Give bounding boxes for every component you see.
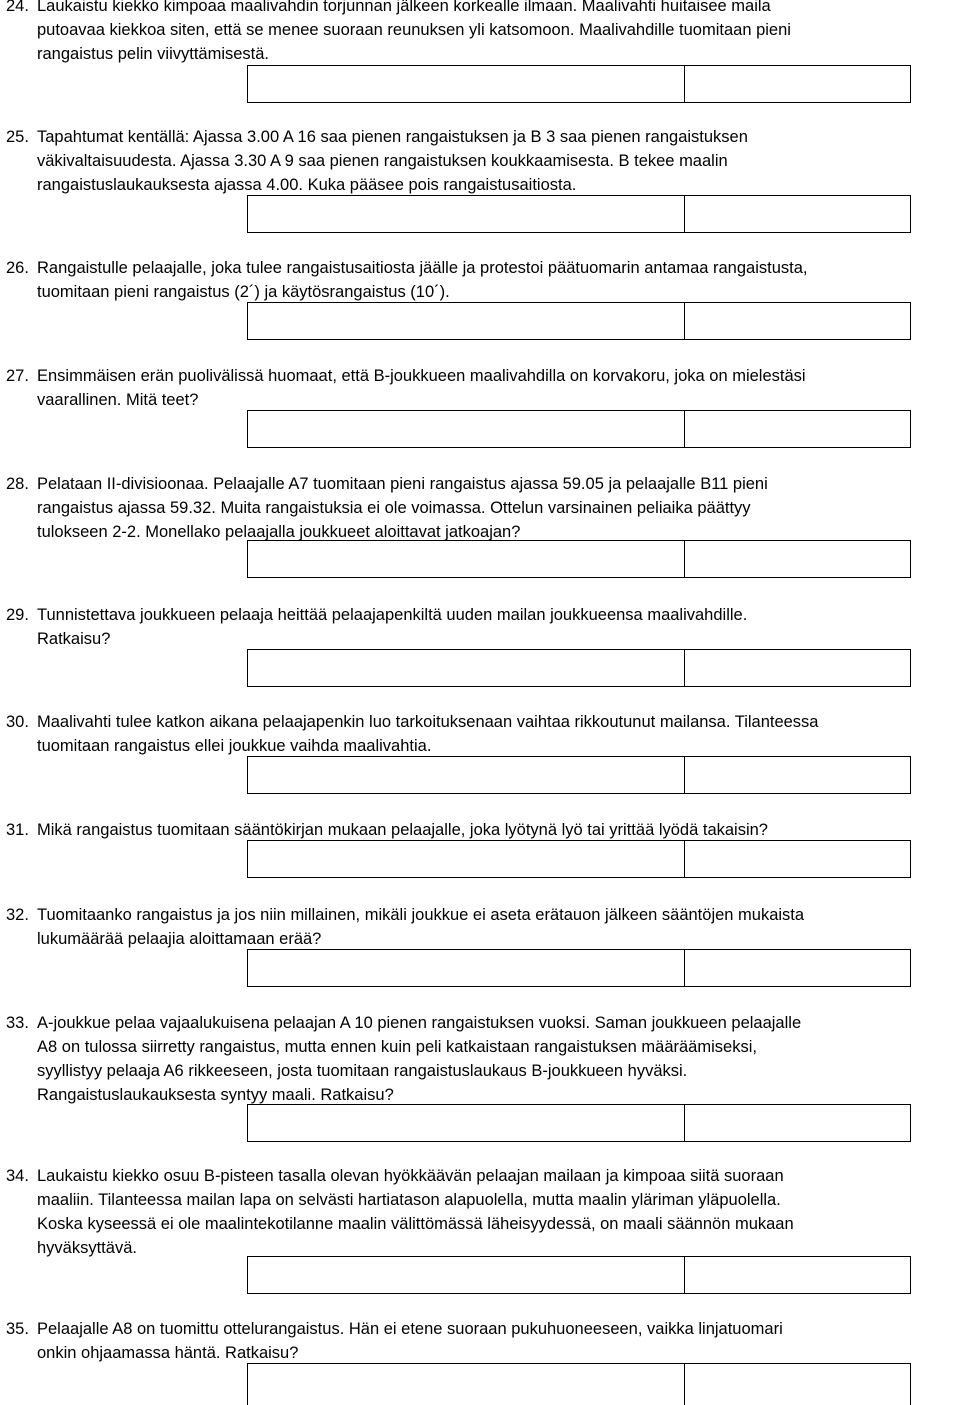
question-line: Pelaajalle A8 on tuomittu ottelurangaistus. Hän ei etene suoraan pukuhuoneeseen, vaikka linjatuomari [37,1320,783,1338]
question-number: 33. [6,1014,29,1032]
question-text [6,364,956,412]
question-number: 34. [6,1167,29,1185]
question-line: Rangaistuslaukauksesta syntyy maali. Ratkaisu? [37,1086,394,1104]
answer-cell[interactable] [248,650,685,686]
question-line: Laukaistu kiekko kimpoaa maalivahdin torjunnan jälkeen korkealle ilmaan. Maalivahti huitaisee maila [37,0,771,15]
answer-cell[interactable] [248,411,685,447]
question-text [6,1011,956,1107]
question-number: 28. [6,475,29,493]
question-line: Rangaistulle pelaajalle, joka tulee rangaistusaitiosta jäälle ja protestoi päätuomarin antamaa rangaistusta, [37,259,808,277]
question-number: 29. [6,606,29,624]
answer-box[interactable] [247,949,911,987]
question-line: Koska kyseessä ei ole maalintekotilanne maalin välittömässä läheisyydessä, on maali säännön mukaan [37,1215,794,1233]
question-line: rangaistuslaukauksesta ajassa 4.00. Kuka pääsee pois rangaistusaitiosta. [37,176,577,194]
points-cell[interactable] [685,1364,910,1405]
question-number: 25. [6,128,29,146]
question-number: 24. [6,0,29,15]
question-line: Pelataan II-divisioonaa. Pelaajalle A7 tuomitaan pieni rangaistus ajassa 59.05 ja pelaajalle B11 pieni [37,475,768,493]
question-text [6,710,956,758]
question-line: A8 on tulossa siirretty rangaistus, mutta ennen kuin peli katkaistaan rangaistuksen määräämiseksi, [37,1038,757,1056]
question-text [6,472,956,544]
points-cell[interactable] [685,950,910,986]
question-number: 30. [6,713,29,731]
question-line: Ensimmäisen erän puolivälissä huomaat, että B-joukkueen maalivahdilla on korvakoru, joka on mielestäsi [37,367,806,385]
answer-box[interactable] [247,1256,911,1294]
question-number: 31. [6,821,29,839]
points-cell[interactable] [685,650,910,686]
answer-box[interactable] [247,1363,911,1405]
question-line: rangaistus ajassa 59.32. Muita rangaistuksia ei ole voimassa. Ottelun varsinainen peliaika päättyy [37,499,751,517]
question-line: vaarallinen. Mitä teet? [37,391,199,409]
answer-box[interactable] [247,195,911,233]
answer-cell[interactable] [248,841,685,877]
answer-box[interactable] [247,540,911,578]
points-cell[interactable] [685,66,910,102]
question-line: Tunnistettava joukkueen pelaaja heittää pelaajapenkiltä uuden mailan joukkueensa maalivahdille. [37,606,748,624]
answer-box[interactable] [247,302,911,340]
question-number: 26. [6,259,29,277]
question-line: tuomitaan pieni rangaistus (2´) ja käytösrangaistus (10´). [37,283,450,301]
question-line: onkin ohjaamassa häntä. Ratkaisu? [37,1344,299,1362]
question-text [6,903,956,951]
points-cell[interactable] [685,1257,910,1293]
question-text [6,818,956,842]
points-cell[interactable] [685,1105,910,1141]
question-line: putoavaa kiekkoa siten, että se menee suoraan reunuksen yli katsomoon. Maalivahdille tuomitaan pieni [37,21,791,39]
question-text [6,256,956,304]
question-line: Ratkaisu? [37,630,111,648]
question-line: Tapahtumat kentällä: Ajassa 3.00 A 16 saa pienen rangaistuksen ja B 3 saa pienen rangaistuksen [37,128,748,146]
answer-box[interactable] [247,1104,911,1142]
points-cell[interactable] [685,841,910,877]
answer-cell[interactable] [248,1364,685,1405]
answer-cell[interactable] [248,66,685,102]
answer-cell[interactable] [248,757,685,793]
answer-box[interactable] [247,756,911,794]
answer-cell[interactable] [248,196,685,232]
question-line: Laukaistu kiekko osuu B-pisteen tasalla olevan hyökkäävän pelaajan mailaan ja kimpoaa siitä suoraan [37,1167,784,1185]
answer-box[interactable] [247,65,911,103]
question-number: 27. [6,367,29,385]
question-line: lukumäärää pelaajia aloittamaan erää? [37,930,322,948]
answer-box[interactable] [247,649,911,687]
question-line: Tuomitaanko rangaistus ja jos niin millainen, mikäli joukkue ei aseta erätauon jälkeen sääntöjen mukaista [37,906,805,924]
answer-cell[interactable] [248,1105,685,1141]
points-cell[interactable] [685,757,910,793]
question-number: 35. [6,1320,29,1338]
points-cell[interactable] [685,196,910,232]
answer-cell[interactable] [248,1257,685,1293]
points-cell[interactable] [685,303,910,339]
answer-cell[interactable] [248,950,685,986]
answer-cell[interactable] [248,303,685,339]
question-line: Maalivahti tulee katkon aikana pelaajapenkin luo tarkoituksenaan vaihtaa rikkoutunut mailansa. Tilanteessa [37,713,819,731]
question-line: tulokseen 2-2. Monellako pelaajalla joukkueet aloittavat jatkoajan? [37,523,521,541]
question-line: A-joukkue pelaa vajaalukuisena pelaajan A 10 pienen rangaistuksen vuoksi. Saman joukkueen pelaajalle [37,1014,802,1032]
answer-box[interactable] [247,840,911,878]
points-cell[interactable] [685,411,910,447]
question-line: hyväksyttävä. [37,1239,137,1257]
question-number: 32. [6,906,29,924]
question-text [6,0,956,66]
question-line: syyllistyy pelaaja A6 rikkeeseen, josta tuomitaan rangaistuslaukaus B-joukkueen hyväksi. [37,1062,688,1080]
question-line: rangaistus pelin viivyttämisestä. [37,45,270,63]
question-line: tuomitaan rangaistus ellei joukkue vaihda maalivahtia. [37,737,432,755]
question-text [6,1164,956,1260]
question-text [6,1317,956,1365]
question-text [6,603,956,651]
question-text [6,125,956,197]
question-line: väkivaltaisuudesta. Ajassa 3.30 A 9 saa pienen rangaistuksen koukkaamisesta. B tekee maalin [37,152,728,170]
answer-cell[interactable] [248,541,685,577]
answer-box[interactable] [247,410,911,448]
points-cell[interactable] [685,541,910,577]
question-line: Mikä rangaistus tuomitaan sääntökirjan mukaan pelaajalle, joka lyötynä lyö tai yrittää lyödä takaisin? [37,821,768,839]
question-line: maaliin. Tilanteessa mailan lapa on selvästi hartiatason alapuolella, mutta maalin yläriman yläpuolella. [37,1191,781,1209]
